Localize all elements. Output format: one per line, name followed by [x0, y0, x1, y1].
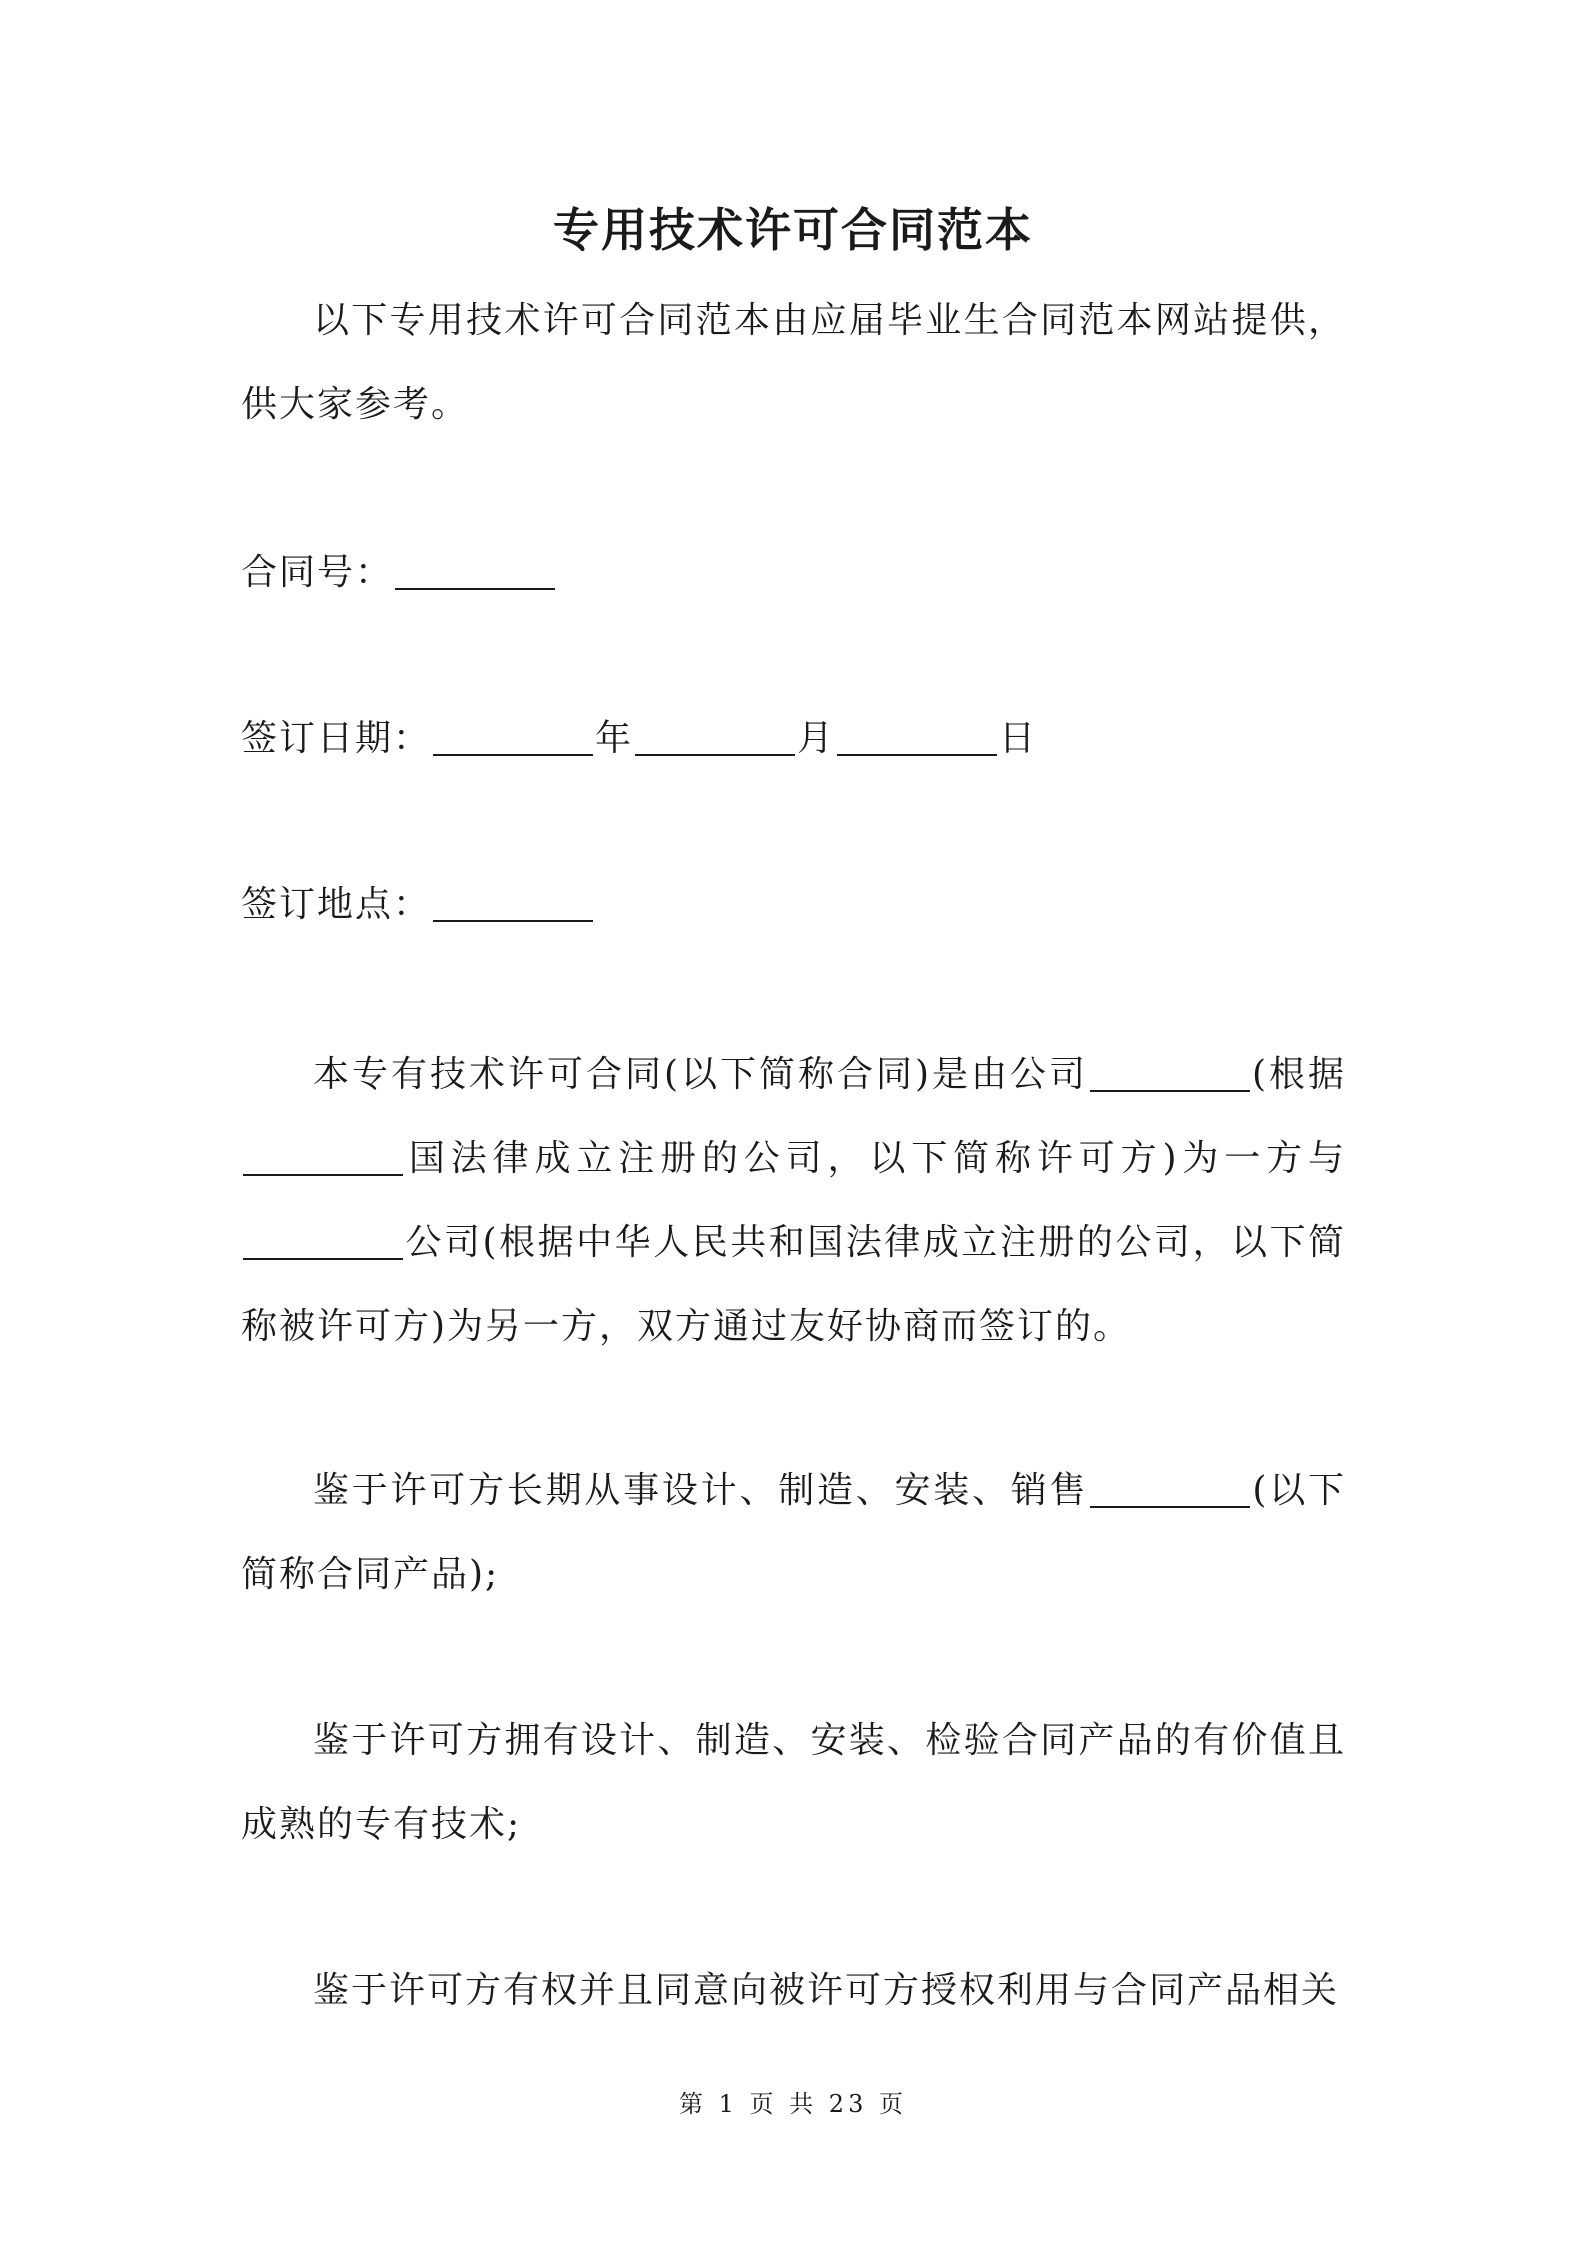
whereas-paragraph-2: 鉴于许可方拥有设计、制造、安装、检验合同产品的有价值且成熟的专有技术; — [241, 1720, 1346, 1845]
parties-paragraph — [241, 1033, 1346, 1369]
licensee-company-blank — [243, 1226, 403, 1260]
contract-number-blank — [395, 556, 555, 590]
sign-date-line — [241, 714, 1037, 764]
sign-day-blank — [837, 722, 997, 756]
sign-place-blank — [433, 888, 593, 922]
sign-year-blank — [433, 722, 593, 756]
parties-text-3: 国法律成立注册的公司，以下简称许可方)为一方与 — [405, 1138, 1346, 1179]
contract-number-label: 合同号： — [241, 552, 394, 593]
whereas-1-text-1: 鉴于许可方长期从事设计、制造、安装、销售 — [313, 1470, 1089, 1511]
whereas-paragraph-3: 鉴于许可方有权并且同意向被许可方授权利用与合同产品相关 — [313, 1970, 1340, 2011]
sign-place-label: 签订地点： — [241, 884, 432, 925]
day-label: 日 — [999, 718, 1038, 759]
whereas-paragraph-1 — [241, 1449, 1346, 1617]
whereas-1-text-2: (以下简称合同产品); — [241, 1470, 1346, 1595]
month-label: 月 — [797, 718, 836, 759]
intro-paragraph: 以下专用技术许可合同范本由应届毕业生合同范本网站提供，供大家参考。 — [241, 300, 1346, 425]
sign-date-label: 签订日期： — [241, 718, 432, 759]
sign-place-line — [241, 880, 595, 930]
page-indicator: 第 1 页 共 23 页 — [679, 2090, 907, 2118]
contract-number-line — [241, 548, 557, 598]
document-title: 专用技术许可合同范本 — [553, 203, 1033, 257]
sign-month-blank — [635, 722, 795, 756]
licensor-company-blank — [1090, 1058, 1250, 1092]
parties-text-1: 本专有技术许可合同(以下简称合同)是由公司 — [313, 1054, 1088, 1095]
year-label: 年 — [595, 718, 634, 759]
licensor-country-blank — [243, 1142, 403, 1176]
parties-text-4: 公司(根据中华人民共和国法律成立注册的公司，以下简称被许可方)为另一方，双方通过友好协商而签订的。 — [241, 1222, 1346, 1347]
product-blank — [1090, 1474, 1250, 1508]
parties-text-2: (根据 — [1251, 1054, 1347, 1095]
